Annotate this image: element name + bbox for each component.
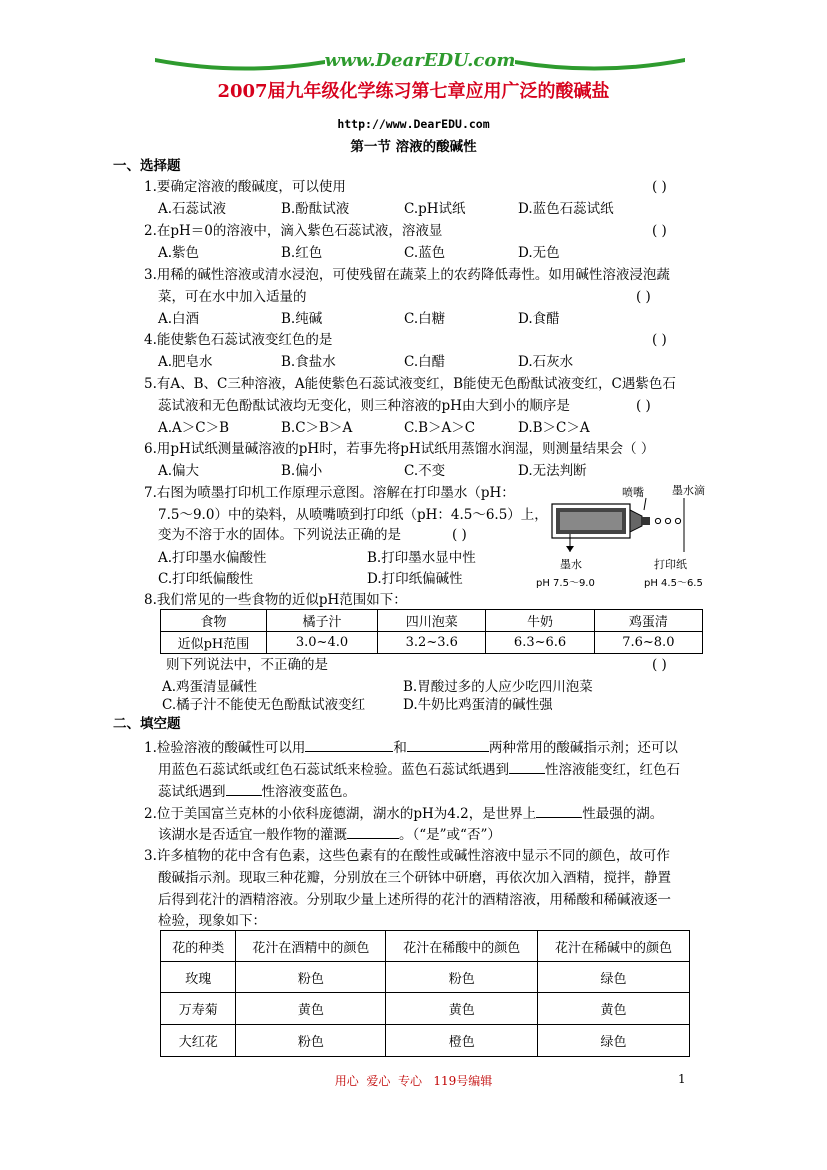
fill-q1-l3a: 蕊试纸遇到	[158, 784, 226, 800]
q5-line2: 蕊试液和无色酚酞试液均无变化，则三种溶液的pH由大到小的顺序是	[158, 398, 570, 414]
ink-label: 墨水	[560, 558, 582, 571]
q8-after: 则下列说法中，不正确的是	[166, 657, 328, 673]
fill-q2-line1	[144, 803, 663, 824]
q5-line1: 5.有A、B、C三种溶液，A能使紫色石蕊试液变红，B能使无色酚酞试液变红，C遇紫色石	[144, 376, 676, 392]
q5-opt-a: A.A＞C＞B	[158, 420, 230, 436]
q3-line1: 3.用稀的碱性溶液或清水浸泡，可使残留在蔬菜上的农药降低毒性。如用碱性溶液浸泡蔬	[144, 267, 670, 283]
answer-blank[interactable]	[509, 759, 545, 774]
ink-ph: pH 7.5～9.0	[536, 578, 595, 589]
q6-opt-a: A.偏大	[158, 463, 200, 479]
header-banner	[150, 48, 690, 78]
q7-opt-c: C.打印纸偏酸性	[158, 571, 254, 587]
q2-text: 2.在pH＝0的溶液中，滴入紫色石蕊试液，溶液显	[144, 223, 443, 239]
q1-opt-c: C.pH试纸	[404, 201, 466, 217]
part2-heading: 二、填空题	[113, 716, 181, 732]
fill-q1-l2a: 用蓝色石蕊试纸或红色石蕊试纸来检验。蓝色石蕊试纸遇到	[158, 762, 509, 778]
q4-text: 4.能使紫色石蕊试液变红色的是	[144, 332, 333, 348]
q2-paren: ( )	[652, 223, 667, 239]
fill-q1-c: 两种常用的酸碱指示剂；还可以	[488, 740, 678, 756]
q6-opt-d: D.无法判断	[518, 463, 587, 479]
color-cell: 黄色	[236, 993, 386, 1025]
color-cell: 橙色	[386, 1025, 538, 1057]
fill-q2-l2a: 该湖水是否适宜一般作物的灌溉	[158, 827, 347, 843]
q3-opt-b: B.纯碱	[281, 311, 323, 327]
page-title: 2007届九年级化学练习第七章应用广泛的酸碱盐	[217, 81, 610, 102]
table-row	[161, 962, 690, 993]
q4-opt-b: B.食盐水	[281, 354, 336, 370]
color-cell: 绿色	[538, 1025, 690, 1057]
q7-line1: 7.右图为喷墨打印机工作原理示意图。溶解在打印墨水（pH：	[144, 485, 515, 501]
fill-q3-line3: 后得到花汁的酒精溶液。分别取少量上述所得的花汁的酒精溶液，用稀酸和稀碱液逐一	[158, 892, 671, 908]
fill-q2-line2	[158, 824, 501, 845]
fill-q1-line2	[158, 759, 680, 780]
q5-opt-c: C.B＞A＞C	[404, 420, 476, 436]
q1-opt-b: B.酚酞试液	[281, 201, 350, 217]
fill-q2-b: 性最强的湖。	[582, 806, 664, 822]
site-name[interactable]: www.DearEDU.com	[324, 50, 516, 71]
fill-q1-line1	[144, 737, 678, 758]
section-title: 第一节 溶液的酸碱性	[350, 139, 477, 155]
answer-blank[interactable]	[347, 824, 399, 839]
part1-heading: 一、选择题	[113, 158, 181, 174]
color-cell: 粉色	[236, 962, 386, 993]
nozzle-label: 喷嘴	[622, 486, 644, 499]
ph-table-header: 近似pH范围	[161, 632, 267, 654]
q4-opt-c: C.白醋	[404, 354, 446, 370]
site-url[interactable]: http://www.DearEDU.com	[337, 117, 490, 131]
q5-opt-b: B.C＞B＞A	[281, 420, 353, 436]
fill-q3-line2: 酸碱指示剂。现取三种花瓣，分别放在三个研钵中研磨，再依次加入酒精，搅拌，静置	[158, 870, 671, 886]
color-cell: 绿色	[538, 962, 690, 993]
fill-q2-a: 2.位于美国富兰克林的小依科庞德湖，湖水的pH为4.2，是世界上	[144, 806, 537, 822]
drop-label: 墨水滴	[672, 484, 705, 497]
q8-paren: ( )	[652, 657, 667, 673]
q2-opt-d: D.无色	[518, 245, 560, 261]
q7-line2: 7.5～9.0）中的染料，从喷嘴喷到打印纸（pH：4.5～6.5）上，	[158, 507, 548, 523]
q4-paren: ( )	[652, 332, 667, 348]
fill-q2-l2b: 。（“是”或“否”）	[399, 827, 501, 843]
q1-paren: ( )	[652, 179, 667, 195]
fill-q3-line1: 3.许多植物的花中含有色素，这些色素有的在酸性或碱性溶液中显示不同的颜色，故可作	[144, 848, 670, 864]
answer-blank[interactable]	[407, 737, 489, 752]
q1-opt-d: D.蓝色石蕊试纸	[518, 201, 614, 217]
q2-opt-a: A.紫色	[158, 245, 200, 261]
q2-opt-c: C.蓝色	[404, 245, 446, 261]
q3-paren: ( )	[636, 289, 651, 305]
fill-q1-l3b: 性溶液变蓝色。	[261, 784, 356, 800]
q8-opt-c: C.橘子汁不能使无色酚酞试液变红	[162, 697, 366, 713]
flower-table-header: 花汁在稀碱中的颜色	[538, 931, 690, 962]
color-cell: 粉色	[236, 1025, 386, 1057]
page-number: 1	[678, 1072, 686, 1086]
paper-ph: pH 4.5～6.5	[644, 578, 703, 589]
ph-range: 7.6~8.0	[594, 632, 702, 654]
fill-q3-line4: 检验，现象如下：	[158, 913, 266, 929]
ph-range: 3.0~4.0	[266, 632, 377, 654]
q6-text: 6.用pH试纸测量碱溶液的pH时，若事先将pH试纸用蒸馏水润湿，则测量结果会（ ）	[144, 441, 655, 457]
fill-q1-l2b: 性溶液能变红，红色石	[545, 762, 680, 778]
answer-blank[interactable]	[305, 737, 393, 752]
paper-label: 打印纸	[654, 558, 687, 571]
q7-line3: 变为不溶于水的固体。下列说法正确的是	[158, 527, 401, 543]
food-name: 牛奶	[486, 610, 594, 632]
q5-paren: ( )	[636, 398, 651, 414]
q1-text: 1.要确定溶液的酸碱度，可以使用	[144, 179, 346, 195]
footer-motto: 用心 爱心 专心 119号编辑	[334, 1074, 493, 1088]
q6-opt-b: B.偏小	[281, 463, 323, 479]
q6-opt-c: C.不变	[404, 463, 446, 479]
flower-name: 万寿菊	[161, 993, 236, 1025]
flower-table-header: 花汁在酒精中的颜色	[236, 931, 386, 962]
q7-opt-b: B.打印墨水显中性	[367, 550, 476, 566]
flower-table-header: 花的种类	[161, 931, 236, 962]
q8-opt-d: D.牛奶比鸡蛋清的碱性强	[403, 697, 553, 713]
answer-blank[interactable]	[536, 803, 582, 818]
flower-table-header: 花汁在稀酸中的颜色	[386, 931, 538, 962]
flower-name: 玫瑰	[161, 962, 236, 993]
fill-q1-line3	[158, 781, 356, 802]
table-row	[161, 993, 690, 1025]
fill-q1-b: 和	[393, 740, 407, 756]
q3-opt-a: A.白酒	[158, 311, 200, 327]
q8-opt-b: B.胃酸过多的人应少吃四川泡菜	[403, 679, 593, 695]
q8-text: 8.我们常见的一些食物的近似pH范围如下：	[144, 592, 407, 608]
q1-opt-a: A.石蕊试液	[158, 201, 227, 217]
q8-opt-a: A.鸡蛋清显碱性	[162, 679, 258, 695]
q2-opt-b: B.红色	[281, 245, 323, 261]
ph-range: 3.2~3.6	[378, 632, 486, 654]
q3-opt-d: D.食醋	[518, 311, 560, 327]
table-row	[161, 1025, 690, 1057]
q4-opt-a: A.肥皂水	[158, 354, 213, 370]
q7-opt-d: D.打印纸偏碱性	[367, 571, 463, 587]
ph-range: 6.3~6.6	[486, 632, 594, 654]
color-cell: 粉色	[386, 962, 538, 993]
inkjet-diagram	[530, 480, 730, 592]
color-cell: 黄色	[538, 993, 690, 1025]
q7-opt-a: A.打印墨水偏酸性	[158, 550, 267, 566]
flower-table	[160, 930, 690, 1057]
color-cell: 黄色	[386, 993, 538, 1025]
flower-name: 大红花	[161, 1025, 236, 1057]
q4-opt-d: D.石灰水	[518, 354, 574, 370]
food-name: 鸡蛋清	[594, 610, 702, 632]
food-name: 橘子汁	[266, 610, 377, 632]
fill-q1-a: 1.检验溶液的酸碱性可以用	[144, 740, 306, 756]
ph-table-header: 食物	[161, 610, 267, 632]
q3-opt-c: C.白糖	[404, 311, 446, 327]
food-name: 四川泡菜	[378, 610, 486, 632]
q7-paren: ( )	[452, 527, 467, 543]
answer-blank[interactable]	[226, 781, 262, 796]
ph-table	[160, 609, 703, 654]
q3-line2: 菜，可在水中加入适量的	[158, 289, 307, 305]
q5-opt-d: D.B＞C＞A	[518, 420, 590, 436]
